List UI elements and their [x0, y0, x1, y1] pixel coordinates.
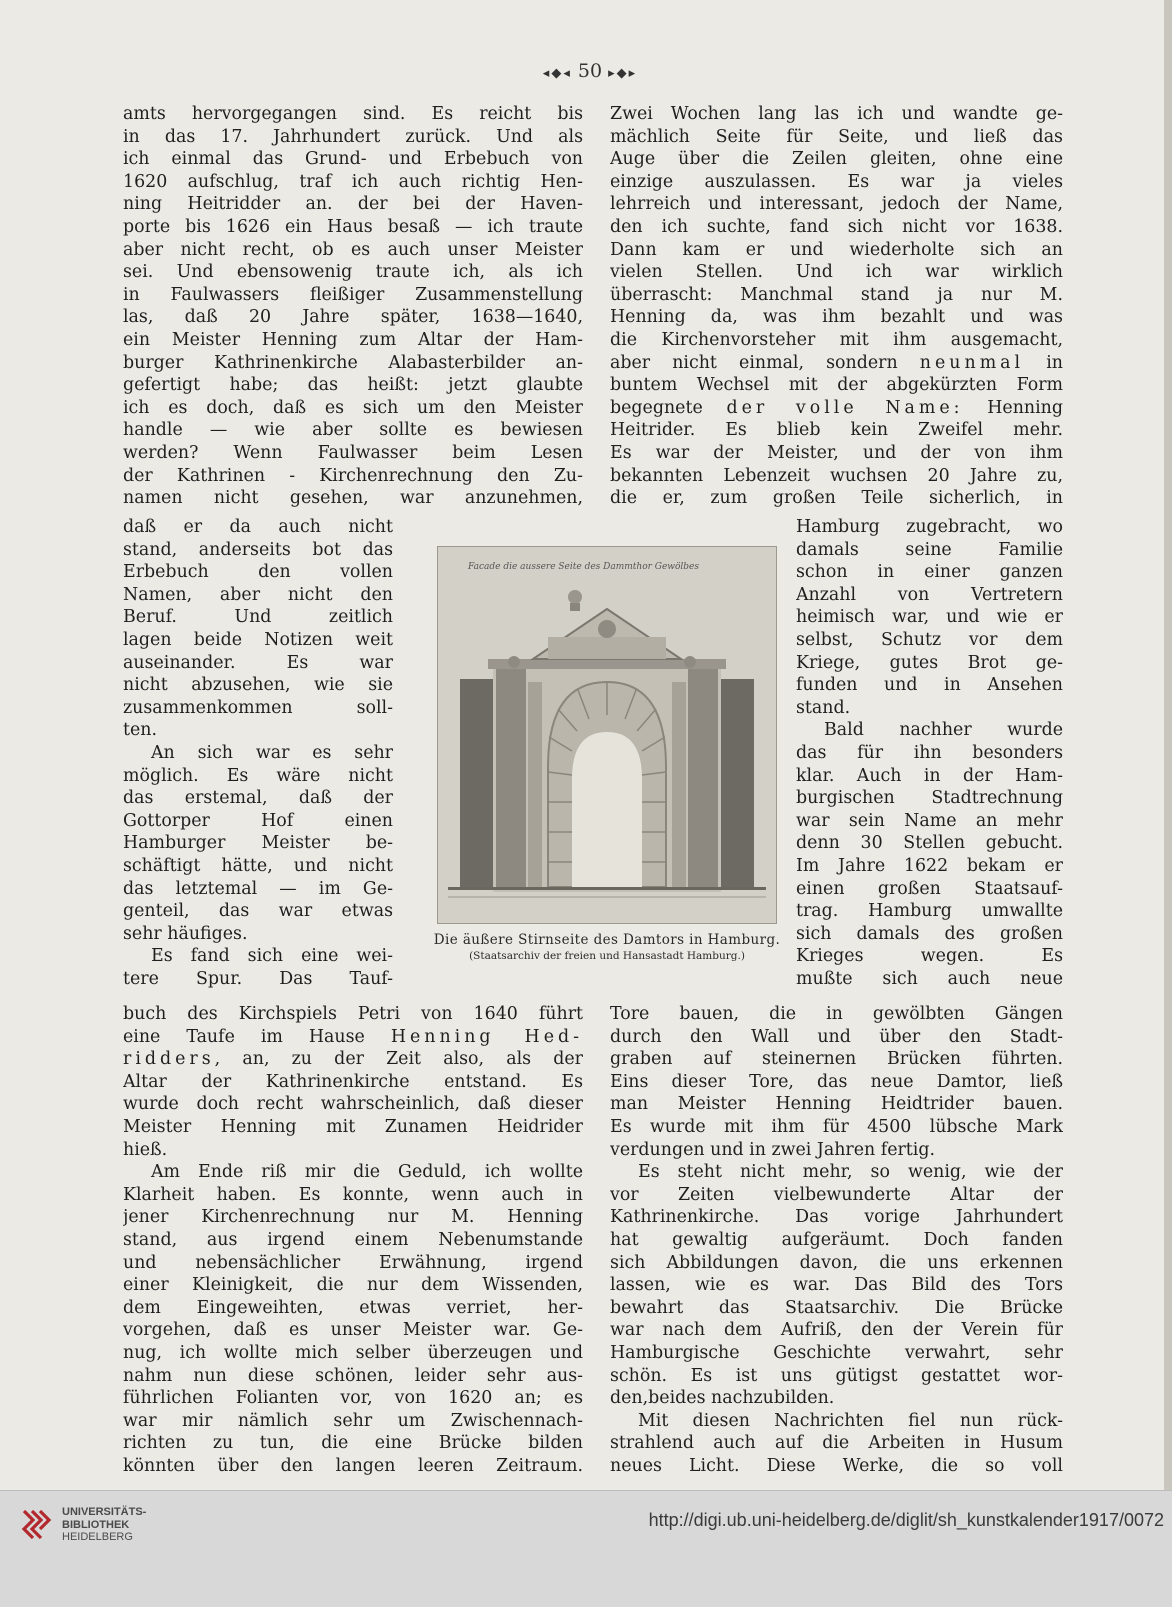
spaced-name: Henning Hed-	[390, 1026, 583, 1047]
text-fragment: begegnete	[610, 397, 703, 418]
text-line: der Kathrinen - Kirchenrechnung den Zu-	[123, 465, 583, 486]
text-line: lassen, wie es war. Das Bild des Tors	[610, 1275, 1063, 1296]
source-url-link[interactable]: http://digi.ub.uni-heidelberg.de/diglit/sh_kunstkalender1917/0072	[648, 1510, 1164, 1530]
text-line: Kathrinenkirche. Das vorige Jahrhundert	[610, 1207, 1063, 1228]
text-line: Es war der Meister, und der von ihm	[610, 442, 1063, 463]
text-line: bekannten Lebenzeit wuchsen 20 Jahre zu,	[610, 465, 1063, 486]
text-line: vielen Stellen. Und ich war wirklich	[610, 262, 1063, 283]
text-line: Auge über die Zeilen gleiten, ohne eine	[610, 149, 1063, 170]
text-line: ten.	[123, 720, 158, 741]
text-line: vorgehen, daß es unser Meister war. Ge-	[123, 1320, 583, 1341]
footer-bar	[0, 1490, 1172, 1607]
text-line: einer Kleinigkeit, die nur dem Wissenden,	[123, 1275, 583, 1296]
text-fragment: in	[1024, 352, 1063, 373]
text-line: richten zu tun, die eine Brücke bilden	[123, 1433, 583, 1454]
text-line: Anzahl von Vertretern	[796, 584, 1063, 605]
text-line	[123, 1048, 583, 1071]
text-line: ning Heitridder an. der bei der Haven-	[123, 194, 583, 215]
text-line: stand, anderseits bot das	[123, 539, 393, 560]
text-line: war nach dem Aufriß, den der Verein für	[610, 1320, 1063, 1341]
text-line: auseinander. Es war	[123, 652, 393, 673]
spaced-name: ridders	[123, 1049, 215, 1070]
text-line: ich es doch, daß es sich um den Meister	[123, 397, 583, 418]
text-line: amts hervorgegangen sind. Es reicht bis	[123, 104, 583, 124]
text-line: sei. Und ebensowenig traute ich, als ich	[123, 262, 583, 283]
text-line: Tore bauen, die in gewölbten Gängen	[610, 1004, 1063, 1024]
text-line: Altar der Kathrinenkirche entstand. Es	[123, 1071, 583, 1092]
text-line: war mir nämlich sehr um Zwischennach-	[123, 1410, 583, 1431]
text-line: sich Abbildungen davon, die uns erkennen	[610, 1252, 1063, 1273]
text-line: burger Kathrinenkirche Alabasterbilder an-	[123, 352, 583, 373]
text-line: ein Meister Henning zum Altar der Ham-	[123, 329, 583, 350]
text-line: führlichen Folianten vor, von 1620 an; es	[123, 1388, 583, 1409]
text-line: und nebensächlicher Erwähnung, irgend	[123, 1252, 583, 1273]
text-column-left-wrap	[123, 516, 393, 990]
text-line: Eins dieser Tore, das neue Damtor, ließ	[610, 1071, 1063, 1092]
text-line: damals seine Familie	[796, 539, 1063, 560]
text-line: Zwei Wochen lang las ich und wandte ge-	[610, 104, 1063, 124]
text-line: die Kirchenvorsteher mit ihm ausgemacht,	[610, 329, 1063, 350]
caption-title: Die äußere Stirnseite des Damtors in Hamburg.	[433, 932, 781, 948]
figure-inscription: Facade die aussere Seite des Dammthor Gewölbes	[468, 562, 700, 572]
text-line: handle — wie aber sollte es bewiesen	[123, 420, 583, 441]
library-line: HEIDELBERG	[62, 1531, 133, 1543]
text-line: denn 30 Stellen gebucht.	[796, 833, 1063, 854]
text-column-right-bottom	[610, 1003, 1063, 1477]
text-line: den ich suchte, fand sich nicht vor 1638.	[610, 216, 1063, 237]
text-line: einzige auszulassen. Es war ja vieles	[610, 171, 1063, 192]
library-name	[62, 1506, 146, 1544]
text-line: buch des Kirchspiels Petri von 1640 führt	[123, 1004, 583, 1024]
text-line: Dann kam er und wiederholte sich an	[610, 239, 1063, 260]
text-line: schon in einer ganzen	[796, 562, 1063, 583]
text-line: werden? Wenn Faulwasser beim Lesen	[123, 442, 583, 463]
text-line: Beruf. Und zeitlich	[123, 607, 393, 628]
text-line: Heitrider. Es blieb kein Zweifel mehr.	[610, 420, 1063, 441]
ornament-left: ◂◆◂	[542, 66, 572, 81]
text-line: Hamburgische Geschichte verwahrt, sehr	[610, 1342, 1063, 1363]
page-spine-shadow	[1164, 0, 1172, 1490]
text-line: lagen beide Notizen weit	[123, 629, 393, 650]
text-line: Im Jahre 1622 bekam er	[796, 855, 1063, 876]
text-line: überrascht: Manchmal stand ja nur M.	[610, 284, 1063, 305]
text-line: porte bis 1626 ein Haus besaß — ich traute	[123, 216, 583, 237]
figure-caption	[395, 932, 819, 962]
text-line	[123, 1026, 583, 1049]
text-line: klar. Auch in der Ham-	[796, 765, 1063, 786]
text-line: Es wurde mit ihm für 4500 lübsche Mark	[610, 1116, 1063, 1137]
text-line: Mit diesen Nachrichten fiel nun rück-	[638, 1410, 1063, 1431]
text-line: buntem Wechsel mit der abgekürzten Form	[610, 375, 1063, 396]
text-column-left-top	[123, 103, 583, 510]
text-line: wurde doch recht wahrscheinlich, daß dieser	[123, 1094, 583, 1115]
text-column-left-bottom	[123, 1003, 583, 1477]
text-line: war sein Name an mehr	[796, 810, 1063, 831]
text-line: Kriege, gutes Brot ge-	[796, 652, 1063, 673]
text-line: Erbebuch den vollen	[123, 562, 393, 583]
text-column-right-top	[610, 103, 1063, 510]
text-line: ich einmal das Grund- und Erbebuch von	[123, 149, 583, 170]
text-line: könnten über den langen leeren Zeitraum.	[123, 1455, 583, 1476]
text-line: An sich war es sehr	[151, 742, 393, 763]
text-line: den,beides nachzubilden.	[610, 1388, 835, 1409]
text-line: nahm nun diese schönen, leider sehr aus-	[123, 1365, 583, 1386]
text-line: lehrreich und interessant, jedoch der Name,	[610, 194, 1063, 215]
text-line: selbst, Schutz vor dem	[796, 629, 1063, 650]
page-number-value: 50	[577, 60, 603, 82]
text-line: Gottorper Hof einen	[123, 810, 393, 831]
text-line: möglich. Es wäre nicht	[123, 765, 393, 786]
text-line: zusammenkommen soll-	[123, 697, 393, 718]
text-line: Es fand sich eine wei-	[151, 946, 393, 967]
text-line: namen nicht gesehen, war anzunehmen,	[123, 488, 583, 509]
text-line: las, daß 20 Jahre später, 1638—1640,	[123, 307, 583, 328]
text-line: Bald nachher wurde	[824, 720, 1063, 741]
text-line: Am Ende riß mir die Geduld, ich wollte	[151, 1162, 583, 1183]
page-number	[520, 60, 660, 82]
text-line: stand.	[796, 697, 851, 718]
text-line: sich damals des großen	[796, 923, 1063, 944]
ornament-right: ▸◆▸	[608, 66, 638, 81]
text-line: tere Spur. Das Tauf-	[123, 968, 393, 989]
library-line: BIBLIOTHEK	[62, 1518, 130, 1531]
text-line: Henning da, was ihm bezahlt und was	[610, 307, 1063, 328]
text-line: Namen, aber nicht den	[123, 584, 393, 605]
text-line: mächlich Seite für Seite, und ließ das	[610, 126, 1063, 147]
text-line: das für ihn besonders	[796, 742, 1063, 763]
text-line: Hamburg zugebracht, wo	[796, 517, 1063, 537]
text-line: 1620 aufschlug, traf ich auch richtig Hen-	[123, 171, 583, 192]
text-line: heimisch war, und wie er	[796, 607, 1063, 628]
text-line: verdungen und in zwei Jahren fertig.	[610, 1139, 936, 1160]
text-line: dem Eingeweihten, etwas verriet, her-	[123, 1297, 583, 1318]
text-line: das letztemal — im Ge-	[123, 878, 393, 899]
text-line: graben auf steinernen Brücken führten.	[610, 1049, 1063, 1070]
text-line: daß er da auch nicht	[123, 517, 393, 537]
text-line: Meister Henning mit Zunamen Heidrider	[123, 1116, 583, 1137]
text-column-right-wrap	[796, 516, 1063, 990]
text-fragment: , an, zu der Zeit also, als der	[214, 1049, 583, 1070]
text-line	[610, 397, 1063, 420]
text-line: nug, ich wollte mich selber überzeugen und	[123, 1342, 583, 1363]
text-line: schön. Es ist uns gütigst gestattet wor-	[610, 1365, 1063, 1386]
text-line: jener Kirchenrechnung nur M. Henning	[123, 1207, 583, 1228]
text-line: Es steht nicht mehr, so wenig, wie der	[638, 1162, 1063, 1183]
text-line: burgischen Stadtrechnung	[796, 788, 1063, 809]
text-fragment: Henning	[963, 397, 1063, 418]
spaced-word: neunmal	[919, 352, 1025, 373]
text-line: die er, zum großen Teile sicherlich, in	[610, 488, 1063, 509]
text-line: Klarheit haben. Es konnte, wenn auch in	[123, 1184, 583, 1205]
text-line: vor Zeiten vielbewunderte Altar der	[610, 1184, 1063, 1205]
caption-source: (Staatsarchiv der freien und Hansastadt Hamburg.)	[469, 950, 745, 962]
text-line: sehr häufiges.	[123, 923, 248, 944]
spaced-word: der volle Name:	[726, 397, 964, 418]
text-line: Hamburger Meister be-	[123, 833, 393, 854]
text-line: man Meister Henning Heidtrider bauen.	[610, 1094, 1063, 1115]
text-line: stand, aus irgend einem Nebenumstande	[123, 1229, 583, 1250]
text-line: in Faulwassers fleißiger Zusammenstellung	[123, 284, 583, 305]
text-line: schäftigt hätte, und nicht	[123, 855, 393, 876]
text-line: aber nicht recht, ob es auch unser Meister	[123, 239, 583, 260]
text-line: funden und in Ansehen	[796, 675, 1063, 696]
text-line: trag. Hamburg umwallte	[796, 901, 1063, 922]
text-line: gefertigt habe; das heißt: jetzt glaubte	[123, 375, 583, 396]
text-line: in das 17. Jahrhundert zurück. Und als	[123, 126, 583, 147]
library-line: UNIVERSITÄTS-	[62, 1506, 147, 1518]
text-line: genteil, das war etwas	[123, 901, 393, 922]
text-line: Krieges wegen. Es	[796, 946, 1063, 967]
text-line: neues Licht. Diese Werke, die so voll	[610, 1455, 1063, 1476]
text-line: durch den Wall und über den Stadt-	[610, 1026, 1063, 1047]
text-fragment: aber nicht einmal, sondern	[610, 352, 898, 373]
text-line: einen großen Staatsauf-	[796, 878, 1063, 899]
library-logo-icon[interactable]	[20, 1503, 56, 1547]
text-line: hat gewaltig aufgeräumt. Doch fanden	[610, 1229, 1063, 1250]
text-line: das erstemal, daß der	[123, 788, 393, 809]
text-line: mußte sich auch neue	[796, 968, 1063, 989]
text-line: bewahrt das Staatsarchiv. Die Brücke	[610, 1297, 1063, 1318]
text-line: nicht abzusehen, wie sie	[123, 675, 393, 696]
text-line: strahlend auch auf die Arbeiten in Husum	[610, 1433, 1063, 1454]
text-fragment: eine Taufe im Hause	[123, 1026, 365, 1047]
damtor-illustration	[437, 546, 777, 924]
text-line	[610, 352, 1063, 375]
text-line: hieß.	[123, 1139, 168, 1160]
